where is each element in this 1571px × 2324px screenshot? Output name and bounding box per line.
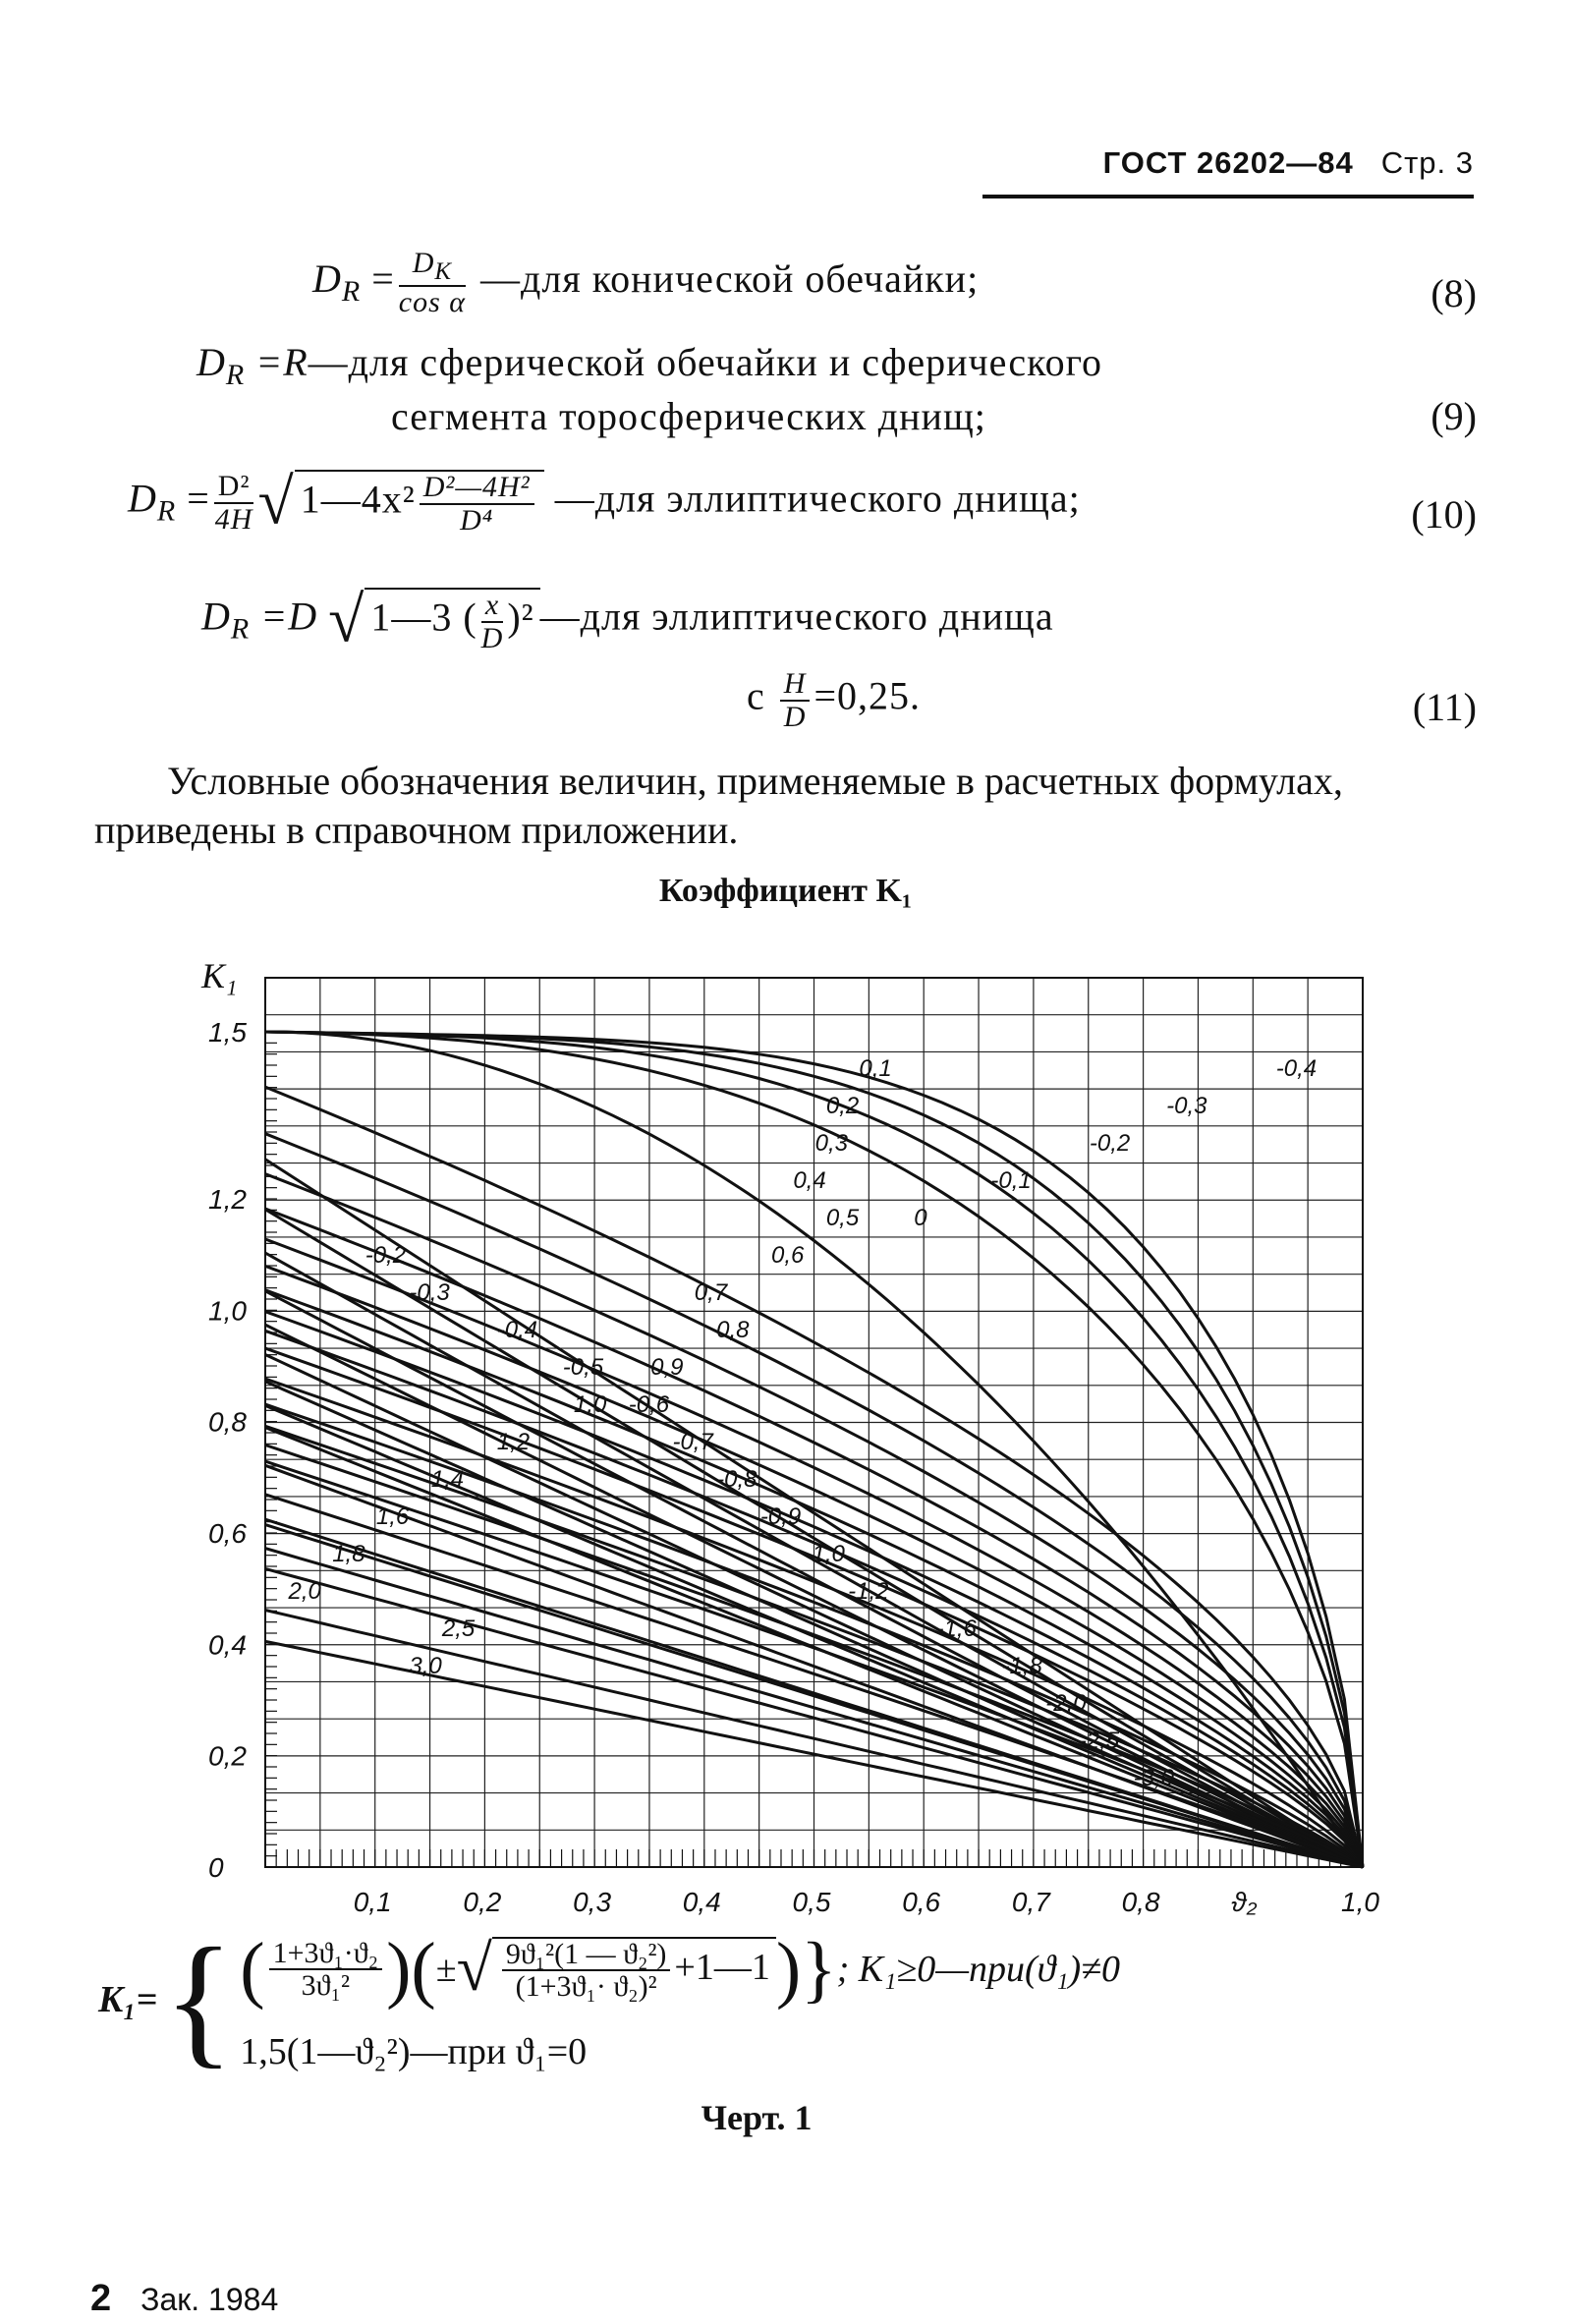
curve-labels [288, 1055, 1318, 1791]
page-number: Стр. 3 [1380, 145, 1474, 180]
curve-label: -2,5 [1078, 1728, 1120, 1754]
radical-sign: √ [257, 466, 295, 538]
curve-label: 0,3 [814, 1130, 849, 1157]
radical-sign: √ [328, 584, 365, 656]
x-tick-label: 0,4 [682, 1887, 721, 1917]
x-tick-label: 0,7 [1011, 1887, 1050, 1917]
curve-label: -0,2 [1089, 1130, 1131, 1157]
k1-chart [0, 958, 1571, 1921]
curve-label: 1,6 [375, 1503, 410, 1530]
fraction: $\frac{D_K}{\text{cos α}}$ [398, 247, 467, 319]
page-footer: 2 Зак. 1984 [90, 2278, 279, 2319]
x-tick-label: 0,5 [792, 1887, 831, 1917]
formula-11: $D_R =D$ √ 1—3 ( $\frac{x}{D}$ )² —для эллиптического днища [201, 584, 1054, 656]
standard-number: ГОСТ 26202—84 [1102, 145, 1354, 180]
y-tick-label: 0,2 [208, 1740, 247, 1772]
curve-label: -0,5 [562, 1354, 604, 1381]
curve-label: -0,7 [672, 1429, 713, 1455]
curve-label: -1,2 [848, 1578, 889, 1605]
curve-label: -0,2 [365, 1242, 407, 1269]
curve-label: 0,7 [694, 1279, 728, 1306]
curve-label: -0,4 [1275, 1055, 1318, 1082]
formula-11-condition: с $\frac{H}{D}$ =0,25. [747, 667, 921, 733]
x-tick-label: ϑ₂ [1231, 1887, 1258, 1917]
y-tick-label: 1,2 [208, 1184, 247, 1215]
curve-label: -1,6 [935, 1615, 977, 1642]
curve-label: -0,8 [716, 1466, 757, 1493]
equation-number-9: (9) [1431, 394, 1477, 438]
curve-label: 1,8 [332, 1541, 365, 1567]
curve-label: 0,1 [859, 1055, 892, 1082]
equation-number-10: (10) [1411, 492, 1477, 537]
equation-number-8: (8) [1431, 271, 1477, 315]
curve-label: -0,9 [759, 1503, 802, 1530]
x-tick-label: 0,3 [573, 1887, 612, 1917]
x-tick-label: 0,6 [902, 1887, 941, 1917]
curve-label: -0,1 [990, 1167, 1032, 1194]
curve-label: -0,3 [1166, 1093, 1207, 1119]
curve-label: 1,2 [496, 1429, 531, 1455]
curve-label: 0,2 [825, 1093, 860, 1119]
curve-label: -3,0 [1133, 1765, 1174, 1791]
body-paragraph: Условные обозначения величин, применяемые в расчетных формулах, приведены в справочном приложении. [94, 759, 1343, 853]
curve-label: 1,0 [573, 1391, 607, 1418]
formula-10: $D_R$ = $\frac{\text{D²}}{4H}$ √ 1—4x² $\frac{\text{D²—4H²}}{\text{D⁴}}$ —для эллиптического днища; [128, 466, 1081, 538]
curve-label: -1,8 [1001, 1653, 1042, 1679]
y-tick-label: 1,5 [208, 1017, 247, 1048]
y-tick-label: 0,8 [208, 1406, 247, 1438]
curve-label: 2,5 [441, 1615, 476, 1642]
curve-label: 0,8 [716, 1317, 750, 1343]
curve-label: 0,9 [650, 1354, 684, 1381]
formula-8: $D_R$ = $\frac{D_K}{\text{cos α}}$ —для конической обечайки; [312, 247, 980, 319]
y-tick-label: 0,6 [208, 1518, 247, 1549]
x-tick-label: 0,1 [353, 1887, 392, 1917]
curve-label: -0,4 [496, 1317, 538, 1343]
k1-formula: K₁= { ( $\frac{\text{1+3ϑ₁·ϑ₂}}{\text{3ϑ₁²}}$ )( ± √ $\frac{\text{9ϑ₁²(1 — ϑ₂²)}}{\text{(1+3ϑ₁· ϑ₂)²}}$ +1—1 )} ; K₁≥0—при(ϑ₁)≠0 1,5(1—ϑ₂²)—при ϑ₁=0 Черт. 1 [98, 1918, 1121, 2137]
y-tick-label: 1,0 [208, 1295, 247, 1327]
curve-label: -2,0 [1045, 1690, 1087, 1717]
equation-number-11: (11) [1412, 685, 1477, 729]
curve-label: 0 [914, 1205, 927, 1231]
curve-label: 0,5 [825, 1205, 860, 1231]
curve-label: 0,6 [770, 1242, 805, 1269]
curve-label: -0,6 [628, 1391, 670, 1418]
y-axis-label: K₁ [201, 958, 238, 995]
figure-label: Черт. 1 [701, 2098, 813, 2137]
x-tick-label: 0,8 [1121, 1887, 1160, 1917]
y-tick-label: 0 [208, 1852, 224, 1883]
x-tick-label: 0,2 [463, 1887, 502, 1917]
formula-9-continuation: сегмента торосферических днищ; [391, 394, 986, 438]
curve-label: -1,0 [804, 1541, 845, 1567]
curve-label: 3,0 [409, 1653, 442, 1679]
y-tick-label: 0,4 [208, 1629, 247, 1661]
page-header [982, 145, 1474, 198]
formula-9: $D_R$ =R—для сферической обечайки и сферического [196, 340, 1102, 391]
curve-label: 2,0 [288, 1578, 321, 1605]
chart-caption: Коэффициент K₁ [658, 873, 913, 909]
curve-label: 0,4 [793, 1167, 826, 1194]
curve-label: 1,4 [430, 1466, 465, 1493]
x-tick-label: 1,0 [1341, 1887, 1379, 1917]
curve-label: -0,3 [409, 1279, 450, 1306]
